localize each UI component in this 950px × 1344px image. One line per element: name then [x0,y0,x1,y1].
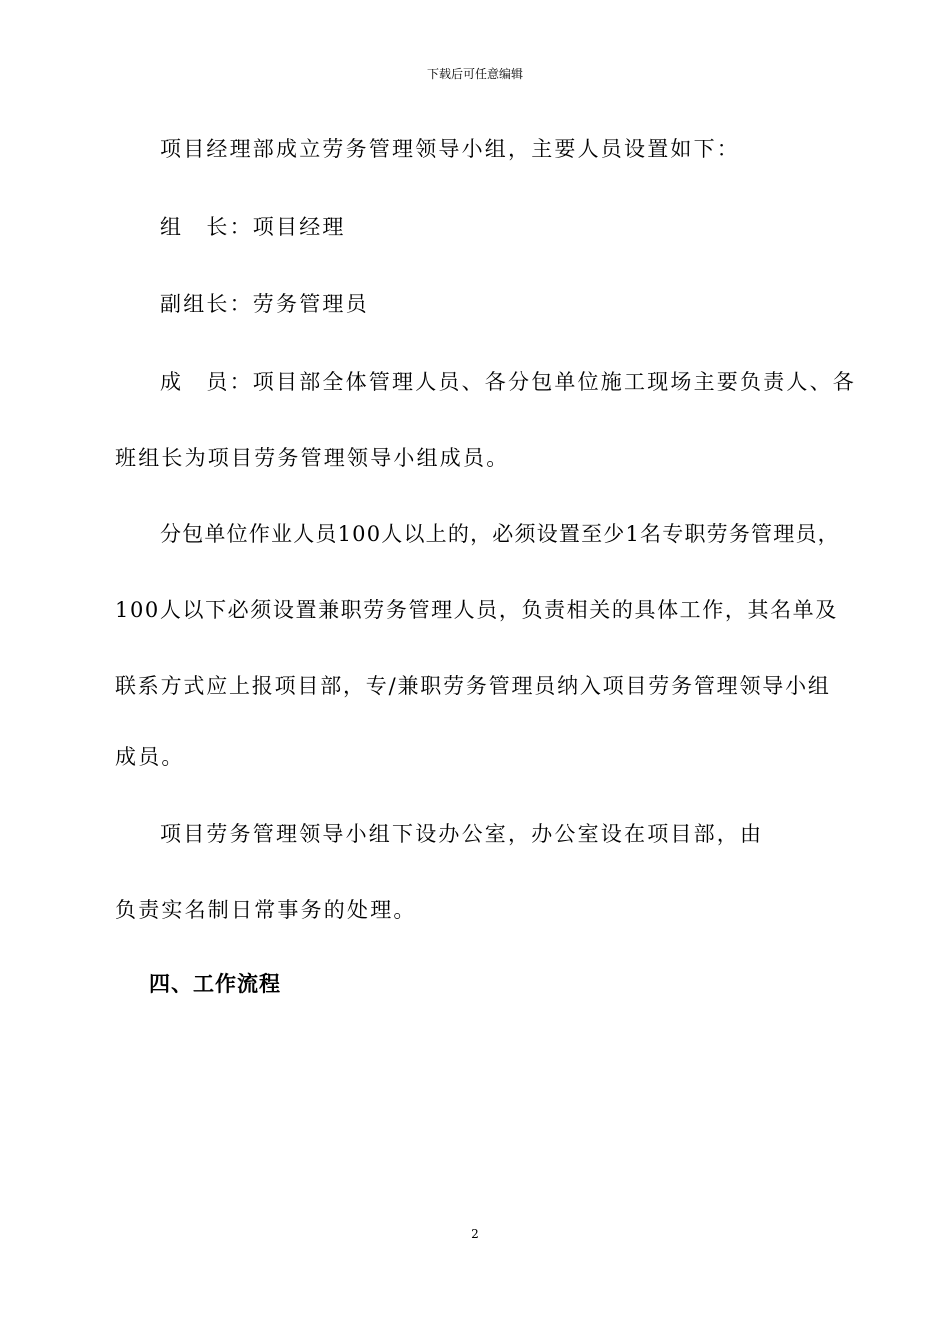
paragraph-line: 联系方式应上报项目部，专/兼职劳务管理员纳入项目劳务管理领导小组 [115,674,831,698]
page-number: 2 [471,1227,479,1241]
paragraph-line: 组 长：项目经理 [160,215,346,239]
section-heading: 四、工作流程 [149,971,281,996]
paragraph-line: 100人以下必须设置兼职劳务管理人员，负责相关的具体工作，其名单及 [115,598,838,622]
paragraph-line: 负责实名制日常事务的处理。 [115,898,417,922]
paragraph-line: 成员。 [115,745,185,769]
page-header-note: 下载后可任意编辑 [426,67,523,81]
paragraph-line: 副组长：劳务管理员 [160,292,369,316]
paragraph-line: 分包单位作业人员100人以上的，必须设置至少1名专职劳务管理员， [160,522,840,546]
paragraph-line: 项目经理部成立劳务管理领导小组，主要人员设置如下： [160,137,740,161]
paragraph-line: 项目劳务管理领导小组下设办公室，办公室设在项目部，由 [160,822,764,846]
paragraph-line: 成 员：项目部全体管理人员、各分包单位施工现场主要负责人、各 [160,370,856,394]
paragraph-line: 班组长为项目劳务管理领导小组成员。 [115,446,510,470]
